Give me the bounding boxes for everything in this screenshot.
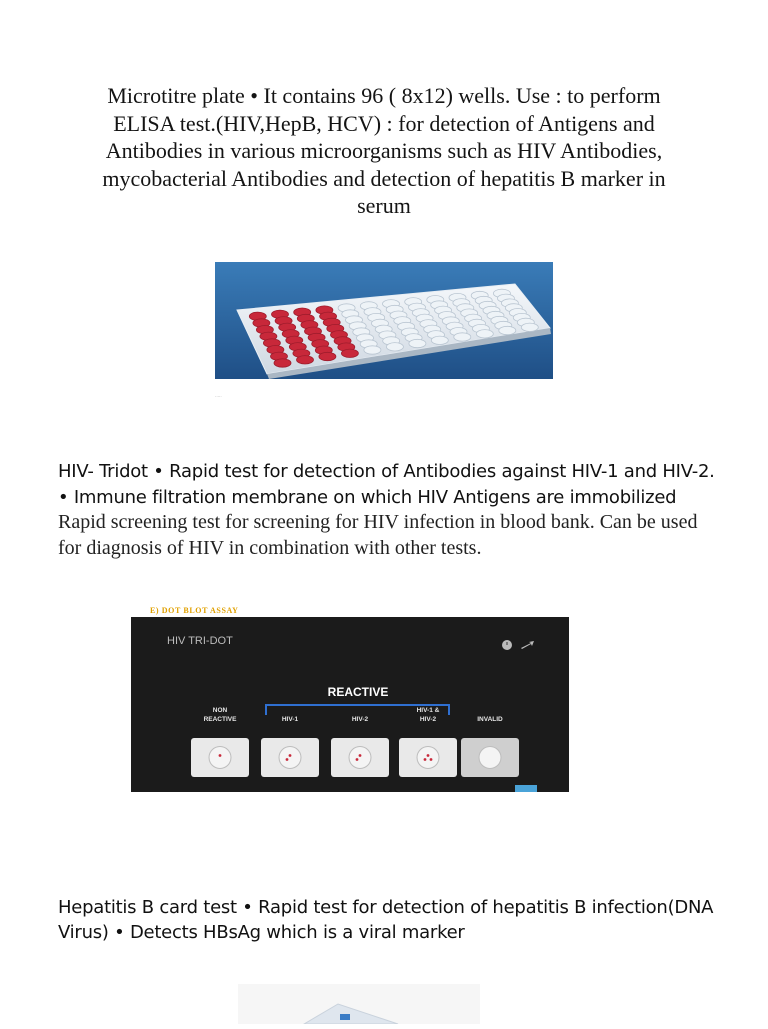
hiv-tridot-description [58,460,718,561]
microtitre-plate-description: Microtitre plate • It contains 96 ( 8x12) wells. Use : to perform ELISA test.(HIV,HepB, HCV) : for detection of Antigens and Antibodies in various microorganisms such as HIV Antibodies, mycobacterial Antibodies and detection of hepatitis B marker in serum [102,83,666,218]
card-label: HIV-2 [351,716,369,723]
test-dot [289,754,292,757]
plate-well [499,326,516,334]
card-membrane [479,747,501,769]
microtitre-plate-illustration [215,262,553,379]
hiv-tridot-screen [131,617,569,792]
test-dot [430,758,433,761]
card-membrane [417,747,439,769]
card-label: HIV-2 [419,716,437,723]
card-label: REACTIVE [203,716,237,723]
dot-blot-caption: E) DOT BLOT ASSAY [150,606,239,615]
test-dot [286,758,289,761]
test-dot [219,754,222,757]
card-logo-mark [340,1014,350,1020]
card-label: HIV-1 [281,716,299,723]
plate-well [409,339,426,347]
plate-well [274,359,291,367]
plate-well [454,333,471,341]
hepatitis-b-description: Hepatitis B card test • Rapid test for detection of hepatitis B infection(DNA Virus) • Detects HBsAg which is a viral marker [58,897,714,943]
figure-watermark: ····· [215,394,222,399]
plate-well [431,336,448,344]
hiv-tridot-text-serif: Rapid screening test for screening for HIV infection in blood bank. Can be used for diagnosis of HIV in combination with other tests. [58,511,698,559]
card-label: HIV-1 & [416,707,440,714]
hepatitis-b-card-illustration [238,984,480,1024]
card-label: NON [212,707,228,714]
card-membrane [349,747,371,769]
plate-well [386,343,403,351]
screen-title: HIV TRI-DOT [167,635,233,647]
test-dot [424,758,427,761]
plate-well [319,352,336,360]
plate-well [364,346,381,354]
hiv-tridot-image [131,617,569,792]
hiv-tridot-text-sans: HIV- Tridot • Rapid test for detection of Antibodies against HIV-1 and HIV-2. • Immune filtration membrane on which HIV Antigens are immobilized [58,461,715,508]
card-membrane [209,747,231,769]
test-dot [359,754,362,757]
card-label: INVALID [477,716,503,723]
test-dot [427,754,430,757]
test-dot [356,758,359,761]
hepatitis-b-card-image [238,984,480,1024]
plate-well [476,330,493,338]
card-membrane [279,747,301,769]
corner-plus-icon [515,785,537,792]
microtitre-plate-image [215,262,553,379]
reactive-label: REACTIVE [327,685,389,699]
plate-well [297,356,314,364]
plate-well [341,349,358,357]
plate-well [521,323,538,331]
